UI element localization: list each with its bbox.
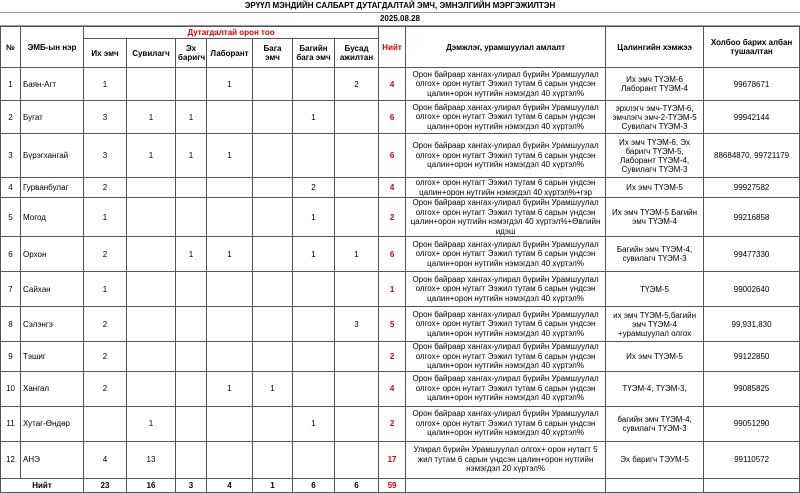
contact-phone: 99942144 bbox=[704, 101, 800, 134]
header-junior: Бага эмч bbox=[253, 39, 293, 68]
org-name: Сэлэнгэ bbox=[21, 307, 84, 342]
org-name: Хутаг-Өндөр bbox=[21, 406, 84, 441]
count-total: 6 bbox=[379, 101, 406, 134]
support-text: Орон байраар хангах-улирал бүрийн Урамшуулал олгох+ орон нутагт Ээжил тутам 6 сарын үндсэн цалин+орон нутгийн нэмэгдэл 40 хүртэл% bbox=[406, 272, 606, 307]
org-name: Хангал bbox=[21, 371, 84, 406]
count-feldsher: 2 bbox=[293, 178, 335, 198]
count-lab: 1 bbox=[207, 237, 253, 272]
count-other bbox=[335, 198, 379, 237]
support-text: Орон байраар хангах-улирал бүрийн Урамшуулал олгох+ орон нутагт Ээжил тутам 6 сарын үндсэн цалин+орон нутгийн нэмэгдэл 40 хүртэл% bbox=[406, 134, 606, 178]
count-feldsher bbox=[293, 307, 335, 342]
count-nurse: 1 bbox=[127, 134, 176, 178]
header-doctor: Их эмч bbox=[84, 39, 127, 68]
count-other bbox=[335, 441, 379, 478]
count-doctor: 1 bbox=[84, 198, 127, 237]
count-feldsher bbox=[293, 134, 335, 178]
row-no: 5 bbox=[1, 198, 21, 237]
footer-nurse: 16 bbox=[127, 478, 176, 492]
count-other bbox=[335, 406, 379, 441]
count-nurse: 1 bbox=[127, 406, 176, 441]
salary-rank: Их эмч ТҮЭМ-5 bbox=[606, 342, 704, 372]
count-doctor: 2 bbox=[84, 307, 127, 342]
header-other: Бусад ажилтан bbox=[335, 39, 379, 68]
support-text: Орон байраар хангах-улирал бүрийн Урамшуулал олгох+ орон нутагт Ээжил тутам 6 сарын үндсэн цалин+орон нутгийн нэмэгдэл 40 хүртэл% bbox=[406, 101, 606, 134]
contact-phone: 99927582 bbox=[704, 178, 800, 198]
count-junior bbox=[253, 441, 293, 478]
contact-phone: 99110572 bbox=[704, 441, 800, 478]
count-total: 17 bbox=[379, 441, 406, 478]
support-text: Орон байраар хангах-улирал бүрийн Урамшуулал олгох+ орон нутагт Ээжил тутам 6 сарын үндсэн цалин+орон нутгийн нэмэгдэл 40 хүртэл% bbox=[406, 342, 606, 372]
count-lab: 1 bbox=[207, 68, 253, 101]
count-junior bbox=[253, 307, 293, 342]
count-junior bbox=[253, 237, 293, 272]
support-text: олгох+ орон нутагт Ээжил тутам 6 сарын үндсэн цалин+орон нутгийн нэмэгдэл 40 хүртэл%+гэр bbox=[406, 178, 606, 198]
support-text: Орон байраар хангах-улирал бүрийн Урамшуулал олгох+ орон нутагт Ээжил тутам 6 сарын үндсэн цалин+орон нутгийн нэмэгдэл 40 хүртэл%+Өвлийн идэш bbox=[406, 198, 606, 237]
footer-junior: 1 bbox=[253, 478, 293, 492]
count-feldsher: 1 bbox=[293, 406, 335, 441]
count-lab bbox=[207, 178, 253, 198]
table-row bbox=[1, 342, 800, 372]
table-row bbox=[1, 178, 800, 198]
count-nurse bbox=[127, 307, 176, 342]
count-total: 2 bbox=[379, 406, 406, 441]
count-other: 2 bbox=[335, 68, 379, 101]
table-row bbox=[1, 101, 800, 134]
row-no: 11 bbox=[1, 406, 21, 441]
footer-feldsher: 6 bbox=[293, 478, 335, 492]
contact-phone: 99216858 bbox=[704, 198, 800, 237]
count-total: 6 bbox=[379, 237, 406, 272]
table-row bbox=[1, 307, 800, 342]
contact-phone: 99002640 bbox=[704, 272, 800, 307]
contact-phone: 99,931,830 bbox=[704, 307, 800, 342]
count-nurse bbox=[127, 198, 176, 237]
row-no: 10 bbox=[1, 371, 21, 406]
footer-midwife: 3 bbox=[176, 478, 207, 492]
contact-phone: 99477330 bbox=[704, 237, 800, 272]
count-midwife: 1 bbox=[176, 237, 207, 272]
count-total: 2 bbox=[379, 342, 406, 372]
header-org: ЭМБ-ын нэр bbox=[21, 27, 84, 68]
footer-doctor: 23 bbox=[84, 478, 127, 492]
contact-phone: 99122850 bbox=[704, 342, 800, 372]
table-row bbox=[1, 406, 800, 441]
count-feldsher: 1 bbox=[293, 198, 335, 237]
count-feldsher bbox=[293, 371, 335, 406]
row-no: 8 bbox=[1, 307, 21, 342]
count-midwife bbox=[176, 371, 207, 406]
count-lab: 1 bbox=[207, 371, 253, 406]
contact-phone: 99085825 bbox=[704, 371, 800, 406]
count-total: 4 bbox=[379, 68, 406, 101]
footer-other: 6 bbox=[335, 478, 379, 492]
count-other bbox=[335, 134, 379, 178]
contact-phone: 99051290 bbox=[704, 406, 800, 441]
table-row bbox=[1, 371, 800, 406]
table-body bbox=[1, 68, 800, 479]
salary-rank: Эх баригч ТЭУМ-5 bbox=[606, 441, 704, 478]
footer-total: 59 bbox=[379, 478, 406, 492]
count-doctor: 4 bbox=[84, 441, 127, 478]
count-junior bbox=[253, 198, 293, 237]
count-midwife bbox=[176, 272, 207, 307]
count-nurse bbox=[127, 237, 176, 272]
page-title: ЭРҮҮЛ МЭНДИЙН САЛБАРТ ДУТАГДАЛТАЙ ЭМЧ, ЭМНЭЛГИЙН МЭРГЭЖИЛТЭН bbox=[0, 0, 800, 13]
support-text: Орон байраар хангах-улирал бүрийн Урамшуулал олгох+ орон нутагт Ээжил тутам 6 сарын үндсэн цалин+орон нутгийн нэмэгдэл 40 хүртэл% bbox=[406, 237, 606, 272]
row-no: 12 bbox=[1, 441, 21, 478]
org-name: Бүрэгхангай bbox=[21, 134, 84, 178]
count-nurse bbox=[127, 342, 176, 372]
count-nurse bbox=[127, 371, 176, 406]
salary-rank: Багийн эмч ТҮЭМ-4, сувилагч ТҮЭМ-3 bbox=[606, 237, 704, 272]
count-doctor: 1 bbox=[84, 272, 127, 307]
support-text: Орон байраар хангах-улирал бүрийн Урамшуулал олгох+ орон нутагт Ээжил тутам 6 сарын үндсэн цалин+орон нутгийн нэмэгдэл 40 хүртэл% bbox=[406, 307, 606, 342]
count-midwife bbox=[176, 441, 207, 478]
org-name: Баян-Агт bbox=[21, 68, 84, 101]
count-lab bbox=[207, 272, 253, 307]
count-lab bbox=[207, 101, 253, 134]
count-midwife bbox=[176, 406, 207, 441]
salary-rank: Их эмч ТҮЭМ-5 Багийн эмч ТҮЭМ-4 bbox=[606, 198, 704, 237]
count-lab bbox=[207, 198, 253, 237]
count-other bbox=[335, 342, 379, 372]
count-feldsher: 1 bbox=[293, 237, 335, 272]
count-lab bbox=[207, 342, 253, 372]
salary-rank: их эмч ТҮЭМ-5,багийн эмч ТҮЭМ-4 +урамшуулал олгох bbox=[606, 307, 704, 342]
header-rank: Цалингийн хэмжээ bbox=[606, 27, 704, 68]
count-junior bbox=[253, 406, 293, 441]
count-midwife bbox=[176, 68, 207, 101]
count-midwife bbox=[176, 178, 207, 198]
footer-label: Нийт bbox=[1, 478, 84, 492]
count-doctor: 2 bbox=[84, 371, 127, 406]
shortage-table bbox=[0, 26, 800, 493]
support-text: Орон байраар хангах-улирал бүрийн Урамшуулал олгох+ орон нутагт Ээжил тутам 6 сарын үндсэн цалин+орон нутгийн нэмэгдэл 40 хүртэл% bbox=[406, 371, 606, 406]
count-nurse bbox=[127, 272, 176, 307]
count-nurse: 13 bbox=[127, 441, 176, 478]
header-total: Нийт bbox=[379, 27, 406, 68]
header-lab: Лаборант bbox=[207, 39, 253, 68]
count-other: 1 bbox=[335, 237, 379, 272]
count-junior bbox=[253, 134, 293, 178]
count-other bbox=[335, 101, 379, 134]
count-doctor: 3 bbox=[84, 101, 127, 134]
count-junior bbox=[253, 178, 293, 198]
count-doctor: 1 bbox=[84, 68, 127, 101]
row-no: 6 bbox=[1, 237, 21, 272]
header-support: Дэмжлэг, урамшуулал амлалт bbox=[406, 27, 606, 68]
count-lab: 1 bbox=[207, 134, 253, 178]
row-no: 1 bbox=[1, 68, 21, 101]
salary-rank: Их эмч ТҮЭМ-6, Эх баригч ТҮЭМ-5, Лаборант ТҮЭМ-4, Сувилагч ТҮЭМ-3 bbox=[606, 134, 704, 178]
org-name: Гурванбулаг bbox=[21, 178, 84, 198]
row-no: 4 bbox=[1, 178, 21, 198]
count-feldsher: 1 bbox=[293, 101, 335, 134]
count-doctor: 2 bbox=[84, 237, 127, 272]
count-junior bbox=[253, 272, 293, 307]
salary-rank: эрхлэгч эмч-ТҮЭМ-6, эмчлэгч эмч-2-ТҮЭМ-5 Сувилагч ТҮЭМ-3 bbox=[606, 101, 704, 134]
count-feldsher bbox=[293, 441, 335, 478]
count-junior bbox=[253, 101, 293, 134]
salary-rank: ТҮЭМ-4, ТҮЭМ-3, bbox=[606, 371, 704, 406]
table-row bbox=[1, 134, 800, 178]
table-row bbox=[1, 68, 800, 101]
row-no: 2 bbox=[1, 101, 21, 134]
contact-phone: 88684870, 99721179 bbox=[704, 134, 800, 178]
count-doctor: 2 bbox=[84, 342, 127, 372]
header-feldsher: Багийн бага эмч bbox=[293, 39, 335, 68]
header-phone: Холбоо барих албан тушаалтан bbox=[704, 27, 800, 68]
salary-rank: ТҮЭМ-5 bbox=[606, 272, 704, 307]
count-other bbox=[335, 371, 379, 406]
count-total: 4 bbox=[379, 178, 406, 198]
count-lab bbox=[207, 441, 253, 478]
count-nurse bbox=[127, 178, 176, 198]
header-nurse: Сувилагч bbox=[127, 39, 176, 68]
table-row bbox=[1, 441, 800, 478]
support-text: Улирал бүрийн Урамшуулал олгох+ орон нутагт 5 жил тутам 6 сарын үндсэн цалин+орон нутгийн нэмэгдэл 20 хүртэл% bbox=[406, 441, 606, 478]
count-lab bbox=[207, 406, 253, 441]
salary-rank: Их эмч ТҮЭМ-6 Лаборант ТҮЭМ-4 bbox=[606, 68, 704, 101]
count-midwife: 1 bbox=[176, 134, 207, 178]
support-text: Орон байраар хангах-улирал бүрийн Урамшуулал олгох+ орон нутагт Ээжил тутам 6 сарын үндсэн цалин+орон нутгийн нэмэгдэл 40 хүртэл% bbox=[406, 68, 606, 101]
contact-phone: 99678671 bbox=[704, 68, 800, 101]
count-nurse bbox=[127, 68, 176, 101]
count-feldsher bbox=[293, 342, 335, 372]
report-date: 2025.08.28 bbox=[0, 13, 800, 26]
count-lab bbox=[207, 307, 253, 342]
support-text: Орон байраар хангах-улирал бүрийн Урамшуулал олгох+ орон нутагт Ээжил тутам 6 сарын үндсэн цалин+орон нутгийн нэмэгдэл 40 хүртэл% bbox=[406, 406, 606, 441]
row-no: 3 bbox=[1, 134, 21, 178]
header-midwife: Эх баригч bbox=[176, 39, 207, 68]
org-name: Бугат bbox=[21, 101, 84, 134]
table-row bbox=[1, 272, 800, 307]
count-doctor bbox=[84, 406, 127, 441]
count-total: 2 bbox=[379, 198, 406, 237]
count-total: 5 bbox=[379, 307, 406, 342]
count-total: 1 bbox=[379, 272, 406, 307]
row-no: 7 bbox=[1, 272, 21, 307]
header-no: № bbox=[1, 27, 21, 68]
salary-rank: Их эмч ТҮЭМ-5 bbox=[606, 178, 704, 198]
count-midwife bbox=[176, 342, 207, 372]
count-doctor: 2 bbox=[84, 178, 127, 198]
count-other bbox=[335, 272, 379, 307]
count-total: 4 bbox=[379, 371, 406, 406]
header-shortage: Дутагдалтай орон тоо bbox=[84, 27, 379, 39]
count-total: 6 bbox=[379, 134, 406, 178]
count-midwife bbox=[176, 198, 207, 237]
count-junior bbox=[253, 342, 293, 372]
org-name: АНЭ bbox=[21, 441, 84, 478]
count-other bbox=[335, 178, 379, 198]
count-feldsher bbox=[293, 68, 335, 101]
org-name: Тэшиг bbox=[21, 342, 84, 372]
footer-lab: 4 bbox=[207, 478, 253, 492]
org-name: Сайхан bbox=[21, 272, 84, 307]
count-doctor: 3 bbox=[84, 134, 127, 178]
count-midwife bbox=[176, 307, 207, 342]
count-other: 3 bbox=[335, 307, 379, 342]
count-nurse: 1 bbox=[127, 101, 176, 134]
count-junior: 1 bbox=[253, 371, 293, 406]
count-midwife: 1 bbox=[176, 101, 207, 134]
org-name: Орхон bbox=[21, 237, 84, 272]
salary-rank: багийн эмч ТҮЭМ-4, сувилагч ТҮЭМ-3 bbox=[606, 406, 704, 441]
row-no: 9 bbox=[1, 342, 21, 372]
count-junior bbox=[253, 68, 293, 101]
org-name: Могод bbox=[21, 198, 84, 237]
table-row bbox=[1, 237, 800, 272]
count-feldsher bbox=[293, 272, 335, 307]
table-row bbox=[1, 198, 800, 237]
